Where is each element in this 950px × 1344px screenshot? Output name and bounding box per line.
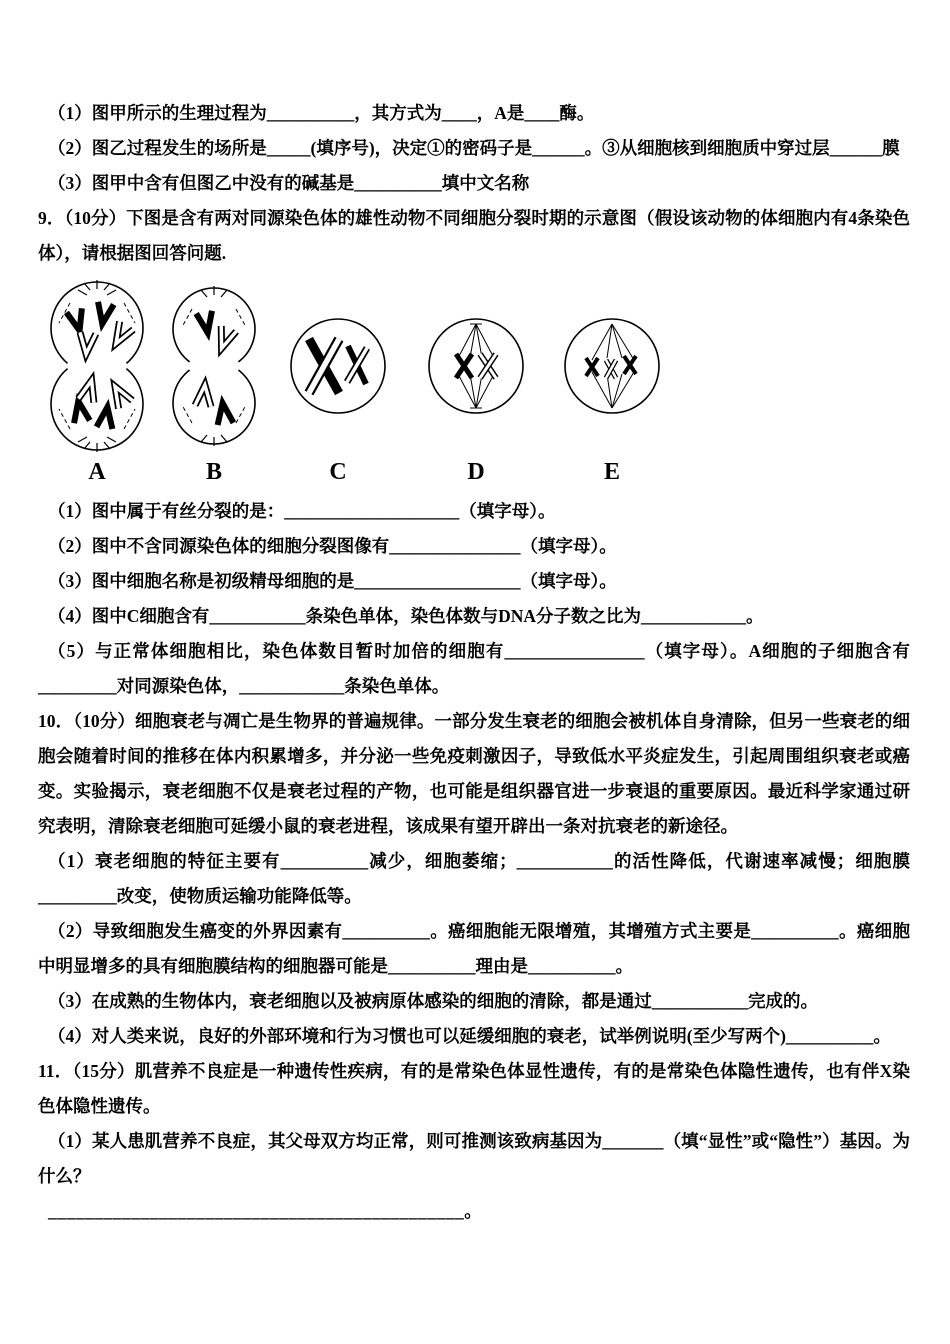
- cell-diagram-e-art: [562, 277, 662, 455]
- q10-item-3: （3）在成熟的生物体内，衰老细胞以及被病原体感染的细胞的清除，都是通过___________完成的。: [48, 991, 818, 1011]
- q11-stem: 11．（15分）肌营养不良症是一种遗传性疾病，有的是常染色体显性遗传，有的是常染色体隐性遗传，也有伴X染色体隐性遗传。: [38, 1061, 910, 1116]
- cell-diagram-c: [288, 277, 388, 486]
- question-8-items: [38, 96, 910, 201]
- dividing-cell-a-icon: [42, 277, 152, 455]
- tetrad-cell-c-icon: [288, 316, 388, 416]
- cell-diagram-a-art: [42, 277, 152, 455]
- q9-item-4: （4）图中C细胞含有___________条染色单体，染色体数与DNA分子数之比为____________。: [48, 606, 764, 626]
- cell-label-c: C: [329, 459, 347, 485]
- q9-stem: 9．（10分）下图是含有两对同源染色体的雄性动物不同细胞分裂时期的示意图（假设该动物的体细胞内有4条染色体），请根据图回答问题.: [38, 208, 910, 263]
- question-10: [38, 704, 910, 1054]
- cell-diagram-b: [168, 277, 260, 486]
- spindle-cell-e-icon: [562, 316, 662, 416]
- q8-item-1: （1）图甲所示的生理过程为__________，其方式为____，A是____酶。: [48, 103, 595, 123]
- q9-item-2: （2）图中不含同源染色体的细胞分裂图像有_______________（填字母）。: [48, 536, 617, 556]
- q9-item-3: （3）图中细胞名称是初级精母细胞的是___________________（填字母）。: [48, 571, 617, 591]
- cell-label-b: B: [205, 459, 222, 485]
- q11-item-1: （1）某人患肌营养不良症，其父母双方均正常，则可推测该致病基因为_______（填“显性”或“隐性”）基因。为什么？: [38, 1131, 910, 1186]
- q8-item-2: （2）图乙过程发生的场所是_____(填序号)，决定①的密码子是______。③从细胞核到细胞质中穿过层______膜: [48, 138, 900, 158]
- q9-item-1: （1）图中属于有丝分裂的是：____________________（填字母）。: [48, 501, 556, 521]
- cell-diagram-a: [42, 277, 152, 486]
- cell-diagram-d: [426, 277, 526, 486]
- q10-item-1: （1）衰老细胞的特征主要有__________减少，细胞萎缩；___________的活性降低，代谢速率减慢；细胞膜_________改变，使物质运输功能降低等。: [38, 851, 910, 906]
- cell-diagram-e: [562, 277, 662, 486]
- question-9: [38, 201, 910, 704]
- cell-diagram-b-art: [168, 277, 260, 455]
- q10-item-2: （2）导致细胞发生癌变的外界因素有__________。癌细胞能无限增殖，其增殖方式主要是__________。癌细胞中明显增多的具有细胞膜结构的细胞器可能是__________理由是__________。: [38, 921, 910, 976]
- cell-label-d: D: [467, 459, 485, 485]
- dividing-cell-b-icon: [168, 277, 260, 455]
- cell-label-a: A: [88, 459, 106, 485]
- q11-answer-blank-line: _____________________________________________。: [48, 1201, 483, 1221]
- cell-label-e: E: [603, 459, 620, 485]
- q10-stem: 10．（10分）细胞衰老与凋亡是生物界的普遍规律。一部分发生衰老的细胞会被机体自身清除，但另一些衰老的细胞会随着时间的推移在体内积累增多，并分泌一些免疫刺激因子，导致低水平炎症发生，引起周围组织衰老或癌变。实验揭示，衰老细胞不仅是衰老过程的产物，也可能是组织器官进一步衰退的重要原因。最近科学家通过研究表明，清除衰老细胞可延缓小鼠的衰老进程，该成果有望开辟出一条对抗衰老的新途径。: [38, 711, 910, 836]
- q9-cell-division-figures: [42, 277, 910, 486]
- cell-diagram-d-art: [426, 277, 526, 455]
- metaphase-cell-d-icon: [426, 316, 526, 416]
- cell-diagram-c-art: [288, 277, 388, 455]
- q10-item-4: （4）对人类来说，良好的外部环境和行为习惯也可以延缓细胞的衰老，试举例说明(至少写两个)__________。: [48, 1026, 891, 1046]
- question-11: [38, 1054, 910, 1229]
- q8-item-3: （3）图甲中含有但图乙中没有的碱基是__________填中文名称: [48, 173, 530, 193]
- q9-item-5: （5）与正常体细胞相比，染色体数目暂时加倍的细胞有________________（填字母）。A细胞的子细胞含有_________对同源染色体，____________条染色单体。: [38, 641, 910, 696]
